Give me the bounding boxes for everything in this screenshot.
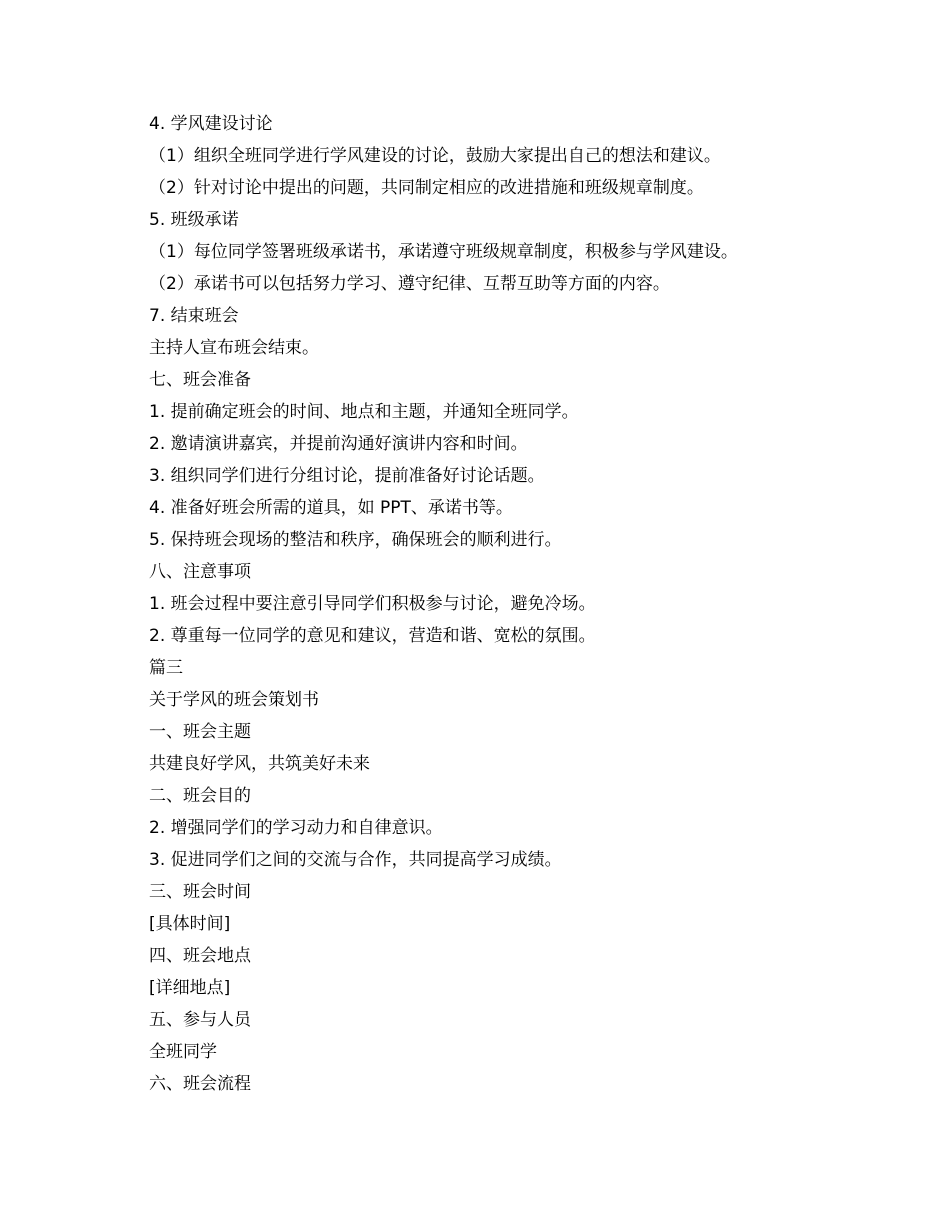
paragraph: [详细地点] [149,978,231,998]
paragraph: 全班同学 [149,1042,217,1062]
section-heading: 4. 学风建设讨论 [149,114,273,134]
part-heading: 篇三 [149,658,183,678]
paragraph: （1）组织全班同学进行学风建设的讨论，鼓励大家提出自己的想法和建议。 [149,146,721,166]
section-heading: 七、班会准备 [149,370,251,390]
list-item: 3. 组织同学们进行分组讨论，提前准备好讨论话题。 [149,466,545,486]
list-item: 2. 邀请演讲嘉宾，并提前沟通好演讲内容和时间。 [149,434,528,454]
section-heading: 三、班会时间 [149,882,251,902]
paragraph: （1）每位同学签署班级承诺书，承诺遵守班级规章制度，积极参与学风建设。 [149,242,738,262]
list-item: 2. 增强同学们的学习动力和自律意识。 [149,818,443,838]
list-item: 5. 保持班会现场的整洁和秩序，确保班会的顺利进行。 [149,530,562,550]
section-heading: 五、参与人员 [149,1010,251,1030]
document-body [149,110,849,1102]
list-item: 1. 提前确定班会的时间、地点和主题，并通知全班同学。 [149,402,579,422]
paragraph: 主持人宣布班会结束。 [149,338,319,358]
list-item: 1. 班会过程中要注意引导同学们积极参与讨论，避免冷场。 [149,594,596,614]
paragraph: 共建良好学风，共筑美好未来 [149,754,370,774]
list-item: 2. 尊重每一位同学的意见和建议，营造和谐、宽松的氛围。 [149,626,596,646]
section-heading: 5. 班级承诺 [149,210,239,230]
paragraph: （2）针对讨论中提出的问题，共同制定相应的改进措施和班级规章制度。 [149,178,704,198]
section-heading: 八、注意事项 [149,562,251,582]
section-heading: 四、班会地点 [149,946,251,966]
section-heading: 一、班会主题 [149,722,251,742]
section-heading: 六、班会流程 [149,1074,251,1094]
paragraph: （2）承诺书可以包括努力学习、遵守纪律、互帮互助等方面的内容。 [149,274,670,294]
section-heading: 7. 结束班会 [149,306,239,326]
section-heading: 二、班会目的 [149,786,251,806]
list-item: 4. 准备好班会所需的道具，如 PPT、承诺书等。 [149,498,513,518]
list-item: 3. 促进同学们之间的交流与合作，共同提高学习成绩。 [149,850,562,870]
document-title: 关于学风的班会策划书 [149,690,319,710]
paragraph: [具体时间] [149,914,231,934]
